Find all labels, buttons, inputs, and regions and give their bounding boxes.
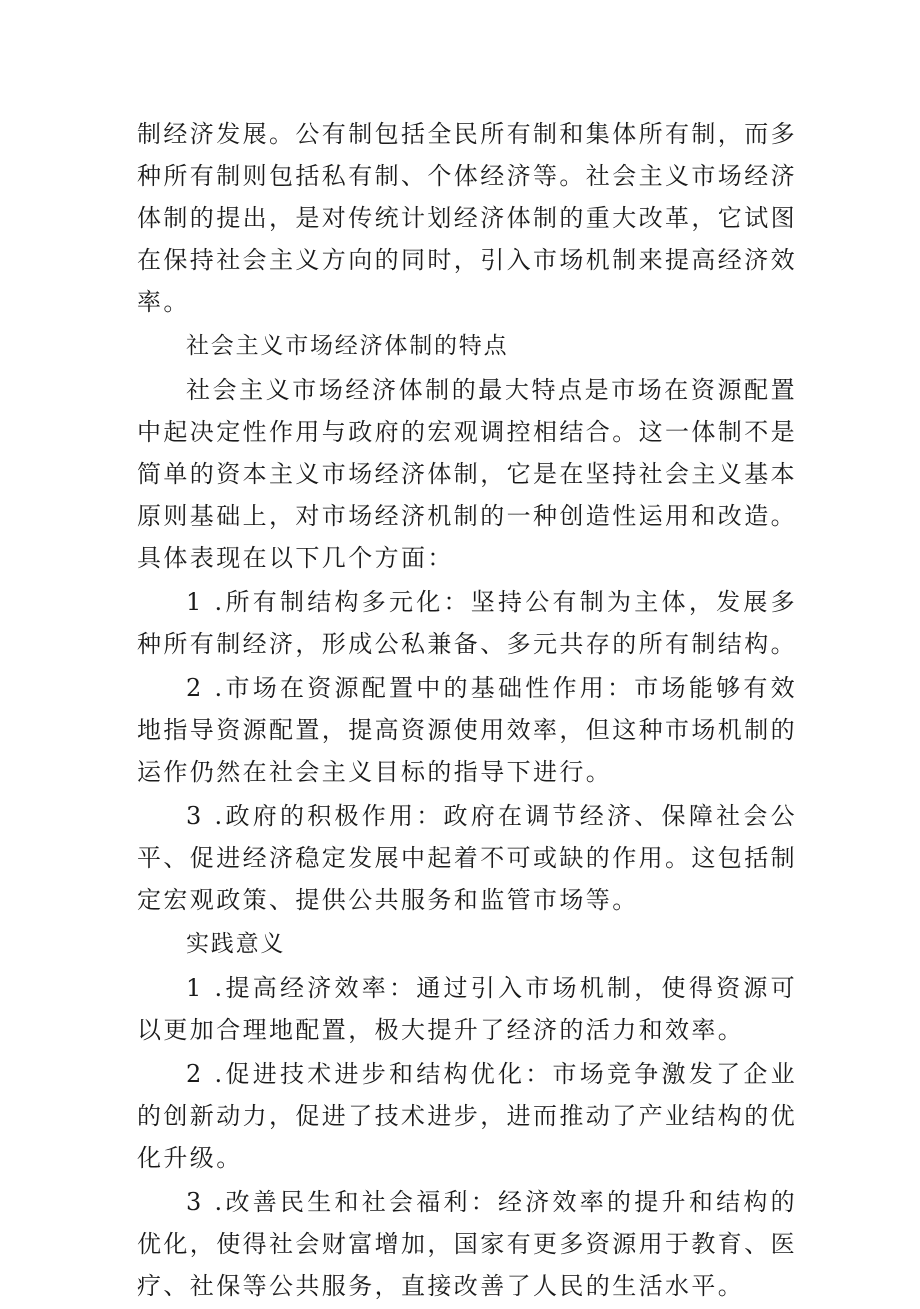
section-heading-significance: 实践意义 — [186, 931, 286, 957]
features-item-1: 1 .所有制结构多元化：坚持公有制为主体，发展多种所有制经济，形成公私兼备、多元共存的所有制结构。 — [137, 588, 797, 658]
features-lead-paragraph: 社会主义市场经济体制的最大特点是市场在资源配置中起决定性作用与政府的宏观调控相结合。这一体制不是简单的资本主义市场经济体制，它是在坚持社会主义基本原则基础上，对市场经济机制的一种创造性运用和改造。具体表现在以下几个方面： — [137, 376, 797, 572]
section-heading-features: 社会主义市场经济体制的特点 — [186, 333, 509, 359]
intro-paragraph: 制经济发展。公有制包括全民所有制和集体所有制，而多种所有制则包括私有制、个体经济等。社会主义市场经济体制的提出，是对传统计划经济体制的重大改革，它试图在保持社会主义方向的同时，引入市场机制来提高经济效率。 — [137, 120, 797, 316]
significance-item-1: 1 .提高经济效率：通过引入市场机制，使得资源可以更加合理地配置，极大提升了经济的活力和效率。 — [137, 974, 797, 1044]
significance-item-3: 3 .改善民生和社会福利：经济效率的提升和结构的优化，使得社会财富增加，国家有更多资源用于教育、医疗、社保等公共服务，直接改善了人民的生活水平。 — [137, 1188, 797, 1300]
features-item-2: 2 .市场在资源配置中的基础性作用：市场能够有效地指导资源配置，提高资源使用效率，但这种市场机制的运作仍然在社会主义目标的指导下进行。 — [137, 674, 797, 786]
features-item-3: 3 .政府的积极作用：政府在调节经济、保障社会公平、促进经济稳定发展中起着不可或缺的作用。这包括制定宏观政策、提供公共服务和监管市场等。 — [137, 802, 797, 914]
document-body — [137, 113, 797, 1309]
significance-item-2: 2 .促进技术进步和结构优化：市场竞争激发了企业的创新动力，促进了技术进步，进而推动了产业结构的优化升级。 — [137, 1060, 797, 1172]
